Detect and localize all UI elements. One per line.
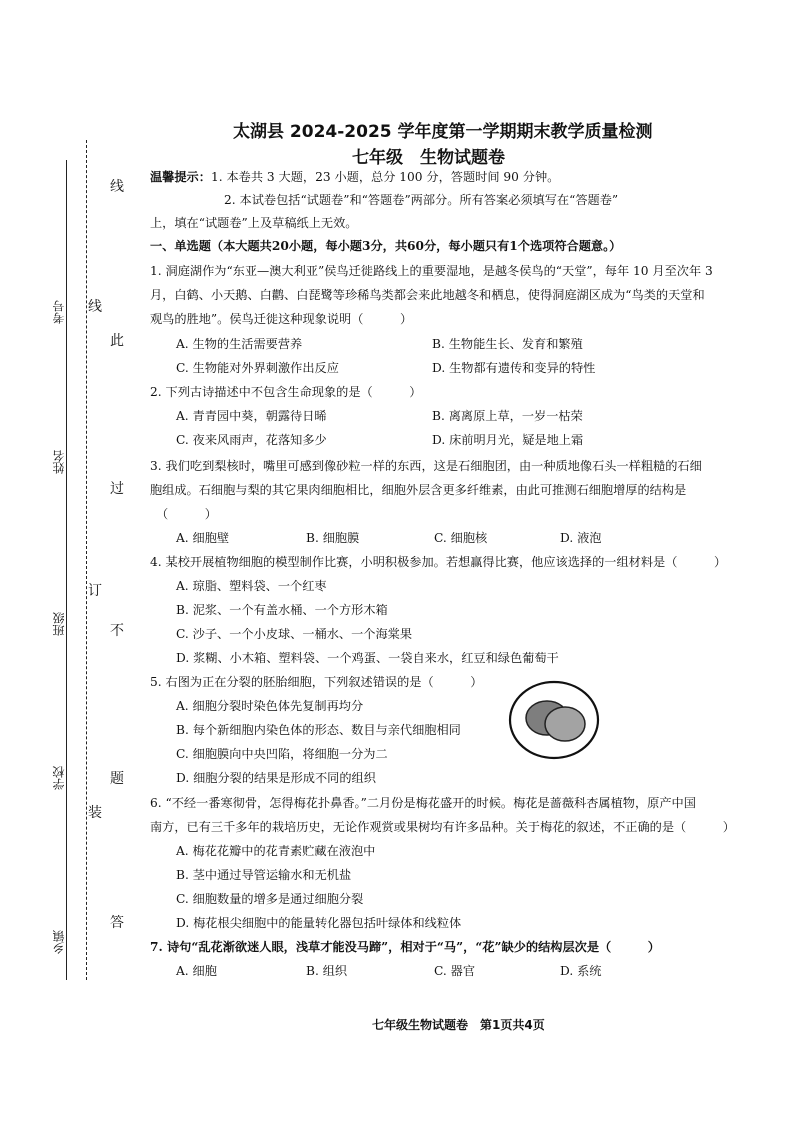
q1-line-3: 观鸟的胜地”。侯鸟迁徙这种现象说明（ ） [150,312,413,326]
tips-label: 温馨提示： [150,170,211,184]
exam-title: 太湖县 2024-2025 学年度第一学期期末教学质量检测 [233,122,653,142]
q6-line-2: 南方，已有三千多年的栽培历史，无论作观赏或果树均有许多品种。关于梅花的叙述，不正确的是（ ） [150,820,735,834]
dividing-cell-figure [506,678,602,762]
field-class: 班级 [52,612,66,636]
q2-line-1: 2. 下列古诗描述中不包含生命现象的是（ ） [150,385,422,399]
field-town: 乡镇 [52,930,66,954]
field-exam-number: 考号 [52,300,66,324]
q4-option-b[interactable]: B. 泥浆、一个有盖水桶、一个方形木箱 [176,603,388,617]
q3-line-1: 3. 我们吃到梨核时，嘴里可感到像砂粒一样的东西，这是石细胞团，由一种质地像石头一样粗糙的石细 [150,459,702,473]
warning-char-4: 题 [110,771,124,787]
q1-option-c[interactable]: C. 生物能对外界刺激作出反应 [176,361,339,375]
q3-line-2: 胞组成。石细胞与梨的其它果肉细胞相比，细胞外层含更多纤维素，由此可推测石细胞增厚的结构是 [150,483,687,497]
q5-option-d[interactable]: D. 细胞分裂的结果是形成不同的组织 [176,771,376,785]
seal-line-char: 线 [88,299,102,315]
warning-char-3: 不 [110,623,124,639]
q4-option-d[interactable]: D. 浆糊、小木箱、塑料袋、一个鸡蛋、一袋自来水，红豆和绿色葡萄干 [176,651,559,665]
q6-option-c[interactable]: C. 细胞数量的增多是通过细胞分裂 [176,892,364,906]
q7-option-b[interactable]: B. 组织 [306,964,348,978]
q3-option-b[interactable]: B. 细胞膜 [306,531,360,545]
tips-line-2: 2. 本试卷包括“试题卷”和“答题卷”两部分。所有答案必须填写在“答题卷” [224,193,619,207]
q2-option-d[interactable]: D. 床前明月光，疑是地上霜 [432,433,584,447]
q6-option-d[interactable]: D. 梅花根尖细胞中的能量转化器包括叶绿体和线粒体 [176,916,462,930]
q3-option-d[interactable]: D. 液泡 [560,531,602,545]
q5-line-1: 5. 右图为正在分裂的胚胎细胞，下列叙述错误的是（ ） [150,675,483,689]
q5-option-b[interactable]: B. 每个新细胞内染色体的形态、数目与亲代细胞相同 [176,723,461,737]
q3-line-3: （ ） [156,507,217,521]
warning-char-5: 答 [110,915,124,931]
binding-solid-line [66,160,67,980]
seal-install-char: 装 [88,805,102,821]
exam-subtitle: 七年级 生物试题卷 [352,148,505,168]
binding-dashed-line [86,140,87,980]
q1-line-2: 月，白鹤、小天鹅、白鹳、白琵鹭等珍稀鸟类都会来此地越冬和栖息，使得洞庭湖区成为“鸟类的天堂和 [150,288,705,302]
q3-option-a[interactable]: A. 细胞壁 [176,531,230,545]
q5-option-c[interactable]: C. 细胞膜向中央凹陷，将细胞一分为二 [176,747,388,761]
tips-text-1: 1. 本卷共 3 大题，23 小题，总分 100 分，答题时间 90 分钟。 [210,170,560,184]
q2-option-b[interactable]: B. 离离原上草，一岁一枯荣 [432,409,583,423]
q1-option-b[interactable]: B. 生物能生长、发育和繁殖 [432,337,583,351]
q7-option-d[interactable]: D. 系统 [560,964,602,978]
q2-option-a[interactable]: A. 青青园中葵，朝露待日晞 [176,409,327,423]
q1-option-d[interactable]: D. 生物都有遗传和变异的特性 [432,361,596,375]
q1-line-1: 1. 洞庭湖作为“东亚—澳大利亚”侯鸟迁徙路线上的重要湿地，是越冬侯鸟的“天堂”，每年 10 月至次年 3 [150,264,713,278]
tips-line-3: 上，填在“试题卷”上及草稿纸上无效。 [150,216,358,230]
q6-line-1: 6. “不经一番寒彻骨，怎得梅花扑鼻香。”二月份是梅花盛开的时候。梅花是蔷薇科杏属植物，原产中国 [150,796,696,810]
field-school: 学校 [52,766,66,790]
q6-option-a[interactable]: A. 梅花花瓣中的花青素贮藏在液泡中 [176,844,376,858]
warning-char-2: 过 [110,481,124,497]
seal-bind-char: 订 [88,583,102,599]
q7-line-1: 7. 诗句“乱花渐欲迷人眼，浅草才能没马蹄”，相对于“马”，“花”缺少的结构层次是（ ） [150,940,660,954]
q1-option-a[interactable]: A. 生物的生活需要营养 [176,337,303,351]
q3-option-c[interactable]: C. 细胞核 [434,531,488,545]
q4-option-c[interactable]: C. 沙子、一个小皮球、一桶水、一个海棠果 [176,627,413,641]
q2-option-c[interactable]: C. 夜来风雨声，花落知多少 [176,433,327,447]
q4-option-a[interactable]: A. 琼脂、塑料袋、一个红枣 [176,579,327,593]
q4-line-1: 4. 某校开展植物细胞的模型制作比赛，小明积极参加。若想赢得比赛，他应该选择的一组材料是（ ） [150,555,727,569]
tips-line-1 [150,168,559,185]
warning-char-1: 此 [110,333,124,349]
field-name: 姓名 [52,450,66,474]
q5-option-a[interactable]: A. 细胞分裂时染色体先复制再均分 [176,699,364,713]
section-heading: 一、单选题（本大题共20小题，每小题3分，共60分，每小题只有1个选项符合题意。） [150,239,622,253]
page-footer: 七年级生物试题卷 第1页共4页 [372,1018,545,1032]
warning-char-line: 线 [110,179,124,195]
q6-option-b[interactable]: B. 茎中通过导管运输水和无机盐 [176,868,352,882]
q7-option-a[interactable]: A. 细胞 [176,964,217,978]
q7-option-c[interactable]: C. 器官 [434,964,476,978]
